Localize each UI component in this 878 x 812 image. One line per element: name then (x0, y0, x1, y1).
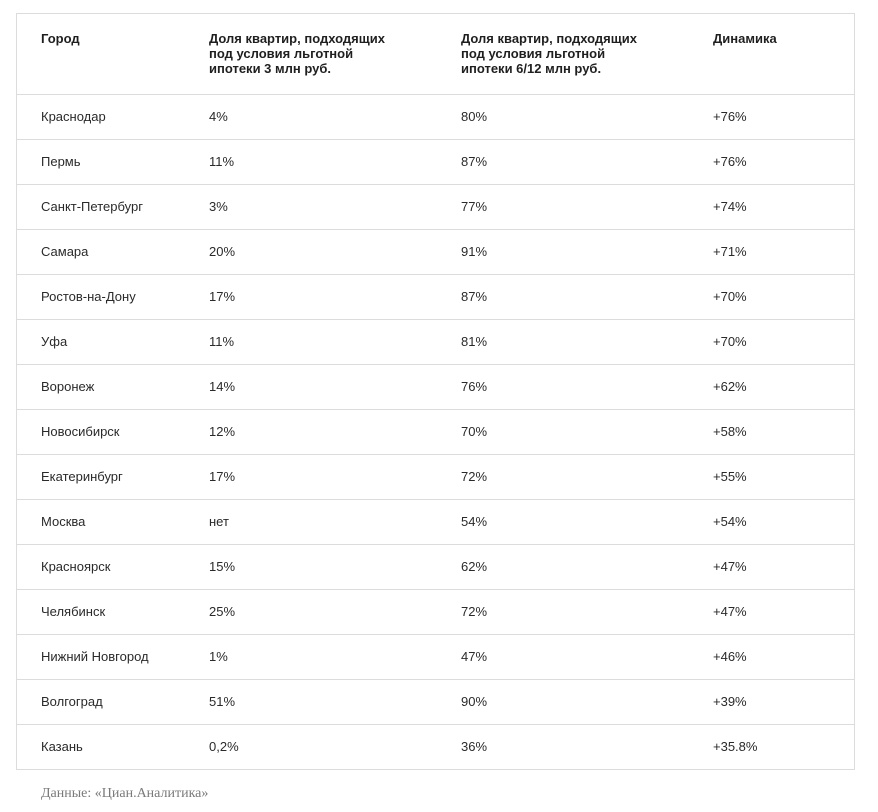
table-row (17, 319, 854, 364)
cell-share-6-12mln: 87% (437, 139, 689, 184)
table-row (17, 499, 854, 544)
cell-city: Санкт-Петербург (17, 184, 185, 229)
table-row (17, 454, 854, 499)
cell-dynamics: +76% (689, 94, 854, 139)
cell-city: Нижний Новгород (17, 634, 185, 679)
cell-dynamics: +71% (689, 229, 854, 274)
cell-share-3mln: 17% (185, 274, 437, 319)
table-row (17, 94, 854, 139)
cell-city: Краснодар (17, 94, 185, 139)
header-row (17, 14, 854, 94)
cell-city: Волгоград (17, 679, 185, 724)
cell-dynamics: +76% (689, 139, 854, 184)
cell-dynamics: +46% (689, 634, 854, 679)
cell-share-6-12mln: 54% (437, 499, 689, 544)
header-share-6-12mln: Доля квартир, подходящих под условия льготной ипотеки 6/12 млн руб. (437, 14, 689, 94)
cell-city: Самара (17, 229, 185, 274)
data-table-container (16, 13, 855, 770)
cell-city: Москва (17, 499, 185, 544)
cell-share-3mln: 12% (185, 409, 437, 454)
cell-share-6-12mln: 77% (437, 184, 689, 229)
table-row (17, 184, 854, 229)
cell-dynamics: +62% (689, 364, 854, 409)
cell-share-3mln: 4% (185, 94, 437, 139)
cell-dynamics: +47% (689, 589, 854, 634)
cell-dynamics: +35.8% (713, 739, 758, 755)
cell-share-3mln: 14% (185, 364, 437, 409)
table-row (17, 364, 854, 409)
cell-share-6-12mln: 36% (461, 739, 488, 755)
cell-share-3mln: 25% (185, 589, 437, 634)
cell-dynamics: +70% (689, 274, 854, 319)
header-dynamics: Динамика (689, 14, 854, 94)
cell-city: Ростов-на-Дону (17, 274, 185, 319)
cell-share-6-12mln: 90% (437, 679, 689, 724)
cell-city: Казань (41, 739, 83, 755)
table-row (17, 589, 854, 634)
table-row (17, 274, 854, 319)
cell-dynamics: +47% (689, 544, 854, 589)
table-row (17, 229, 854, 274)
cell-share-3mln: 3% (185, 184, 437, 229)
cell-dynamics: +58% (689, 409, 854, 454)
cell-city: Красноярск (17, 544, 185, 589)
table-body (17, 94, 854, 769)
cell-share-6-12mln: 70% (437, 409, 689, 454)
table-header (17, 14, 854, 94)
cell-share-6-12mln: 80% (437, 94, 689, 139)
cell-city: Новосибирск (17, 409, 185, 454)
cell-share-3mln: 0,2% (209, 739, 239, 755)
table-row (17, 544, 854, 589)
cell-dynamics: +74% (689, 184, 854, 229)
header-city: Город (17, 14, 185, 94)
cell-dynamics: +55% (689, 454, 854, 499)
header-share-3mln: Доля квартир, подходящих под условия льготной ипотеки 3 млн руб. (185, 14, 437, 94)
table-row (17, 724, 854, 769)
cell-share-3mln: 51% (185, 679, 437, 724)
cell-share-3mln: 1% (185, 634, 437, 679)
cell-share-6-12mln: 81% (437, 319, 689, 364)
cell-share-6-12mln: 72% (437, 454, 689, 499)
cell-dynamics: +70% (689, 319, 854, 364)
table-row (17, 409, 854, 454)
cell-share-6-12mln: 76% (437, 364, 689, 409)
mortgage-share-table (17, 14, 854, 769)
cell-dynamics: +54% (689, 499, 854, 544)
table-row (17, 679, 854, 724)
cell-city: Уфа (17, 319, 185, 364)
cell-share-3mln: 20% (185, 229, 437, 274)
cell-share-6-12mln: 87% (437, 274, 689, 319)
cell-share-6-12mln: 47% (437, 634, 689, 679)
cell-share-3mln: 17% (185, 454, 437, 499)
cell-city: Воронеж (17, 364, 185, 409)
cell-share-6-12mln: 62% (437, 544, 689, 589)
source-caption: Данные: «Циан.Аналитика» (41, 786, 209, 801)
table-row (17, 139, 854, 184)
cell-city: Пермь (17, 139, 185, 184)
cell-share-3mln: 11% (185, 319, 437, 364)
cell-city: Челябинск (17, 589, 185, 634)
table-row (17, 634, 854, 679)
cell-dynamics: +39% (689, 679, 854, 724)
cell-share-3mln: 15% (185, 544, 437, 589)
cell-share-3mln: нет (185, 499, 437, 544)
cell-share-3mln: 11% (185, 139, 437, 184)
cell-share-6-12mln: 91% (437, 229, 689, 274)
cell-share-6-12mln: 72% (437, 589, 689, 634)
cell-city: Екатеринбург (17, 454, 185, 499)
